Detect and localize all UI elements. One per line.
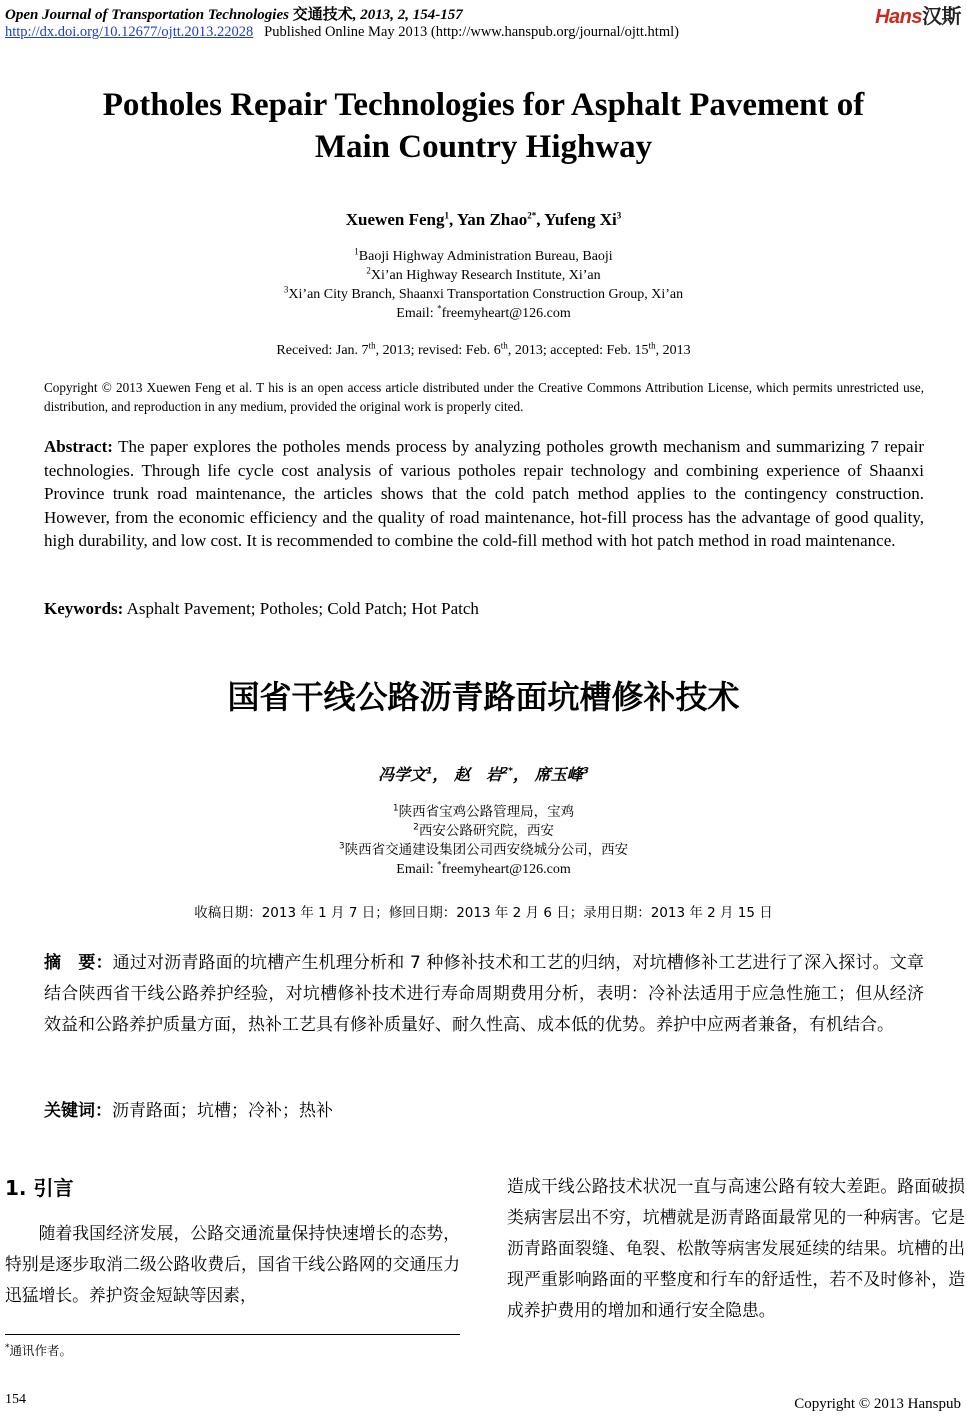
- copyright-notice: Copyright © 2013 Xuewen Feng et al. T his is an open access article distributed under the Creative Commons Attribution License, which permits unrestricted use, distribution, and reproduction in any medium, provided the original work is properly cited.: [44, 380, 924, 414]
- affiliation: $^1$陕西省宝鸡公路管理局，宝鸡: [392, 803, 575, 820]
- affiliation: $^2$Xi’an Highway Research Institute, Xi’an: [366, 265, 601, 283]
- email-cn: Email: *freemyheart@126.com: [396, 859, 571, 877]
- paper-title-en: Potholes Repair Technologies for Asphalt Pavement of Main Country Highway: [102, 87, 865, 165]
- page-number: 154: [5, 1392, 26, 1407]
- authors-cn: 冯学文$^1$， 赵 岩$^{2*}$， 席玉峰$^3$: [378, 765, 589, 784]
- abstract-en: [44, 435, 924, 553]
- section-heading: 1. 引言: [5, 1176, 74, 1200]
- body-right-column: 造成干线公路技术状况一直与高速公路有较大差距。路面破损类病害层出不穷，坑槽就是沥青路面最常见的一种病害。它是沥青路面裂缝、龟裂、松散等病害发展延续的结果。坑槽的出现严重影响路面的平整度和行车的舒适性，若不及时修补，造成养护费用的增加和通行安全隐患。: [507, 1176, 965, 1320]
- keywords-en: Keywords: Asphalt Pavement; Potholes; Cold Patch; Hot Patch: [44, 599, 479, 618]
- journal-name: Open Journal of Transportation Technologies: [5, 7, 289, 23]
- authors-en: Xuewen Feng$^1$, Yan Zhao$^{2*}$, Yufeng Xi$^3$: [345, 210, 622, 229]
- abstract-cn: [44, 948, 924, 1041]
- footnote: *通讯作者。: [5, 1342, 73, 1358]
- affiliation: $^2$西安公路研究院，西安: [413, 822, 554, 839]
- doi-link[interactable]: http://dx.doi.org/10.12677/ojtt.2013.22028: [5, 24, 254, 40]
- paper-title-cn: 国省干线公路沥青路面坑槽修补技术: [227, 678, 740, 716]
- affiliation: $^1$Baoji Highway Administration Bureau, Baoji: [354, 246, 613, 264]
- keywords-cn: 关键词：沥青路面；坑槽；冷补；热补: [44, 1101, 333, 1121]
- journal-name-cn: 交通技术: [292, 7, 353, 23]
- hans-logo: Hans汉斯: [875, 6, 961, 28]
- affiliations-en: [0, 247, 967, 323]
- body-left-column: 随着我国经济发展，公路交通流量保持快速增长的态势，特别是逐步取消二级公路收费后，国省干线公路网的交通压力迅猛增长。养护资金短缺等因素，: [5, 1223, 460, 1305]
- abstract-text-cn: 通过对沥青路面的坑槽产生机理分析和 7 种修补技术和工艺的归纳，对坑槽修补工艺进行了深入探讨。文章结合陕西省干线公路养护经验，对坑槽修补技术进行寿命周期费用分析，表明：冷补法适用于应急性施工；但从经济效益和公路养护质量方面，热补工艺具有修补质量好、耐久性高、成本低的优势。养护中应两者兼备，有机结合。: [44, 953, 925, 1035]
- published-info: Published Online May 2013 (http://www.hanspub.org/journal/ojtt.html): [264, 24, 679, 40]
- affiliation: $^3$Xi’an City Branch, Shaanxi Transportation Construction Group, Xi’an: [283, 284, 684, 302]
- abstract-text: The paper explores the potholes mends process by analyzing potholes growth mechanism and summarizing 7 repair technologies. Through life cycle cost analysis of various potholes repair technology and combining experience of Shaanxi Province trunk road maintenance, the articles shows that the cold patch method applies to the contingency construction. However, from the economic efficiency and the quality of road maintenance, hot-fill process has the advantage of good quality, high durability, and low cost. It is recommended to combine the cold-fill method with hot patch method in road maintenance.: [44, 437, 924, 550]
- dates-cn: 收稿日期：2013 年 1 月 7 日；修回日期：2013 年 2 月 6 日；录用日期：2013 年 2 月 15 日: [194, 905, 773, 921]
- abstract-label: Abstract:: [44, 437, 113, 456]
- journal-header: [5, 3, 463, 24]
- affiliations-cn: [0, 803, 967, 879]
- affiliation: $^3$陕西省交通建设集团公司西安绕城分公司，西安: [338, 841, 629, 858]
- email-en: Email: *freemyheart@126.com: [396, 303, 571, 321]
- footnote-divider: [5, 1334, 460, 1335]
- footer-copyright: Copyright © 2013 Hanspub: [794, 1396, 961, 1412]
- journal-issue: , 2013, 2, 154-157: [352, 7, 463, 23]
- dates-en: Received: Jan. 7th, 2013; revised: Feb. 6th, 2013; accepted: Feb. 15th, 2013: [276, 340, 691, 358]
- doi-line: [5, 24, 679, 41]
- abstract-label-cn: 摘 要：: [44, 953, 113, 973]
